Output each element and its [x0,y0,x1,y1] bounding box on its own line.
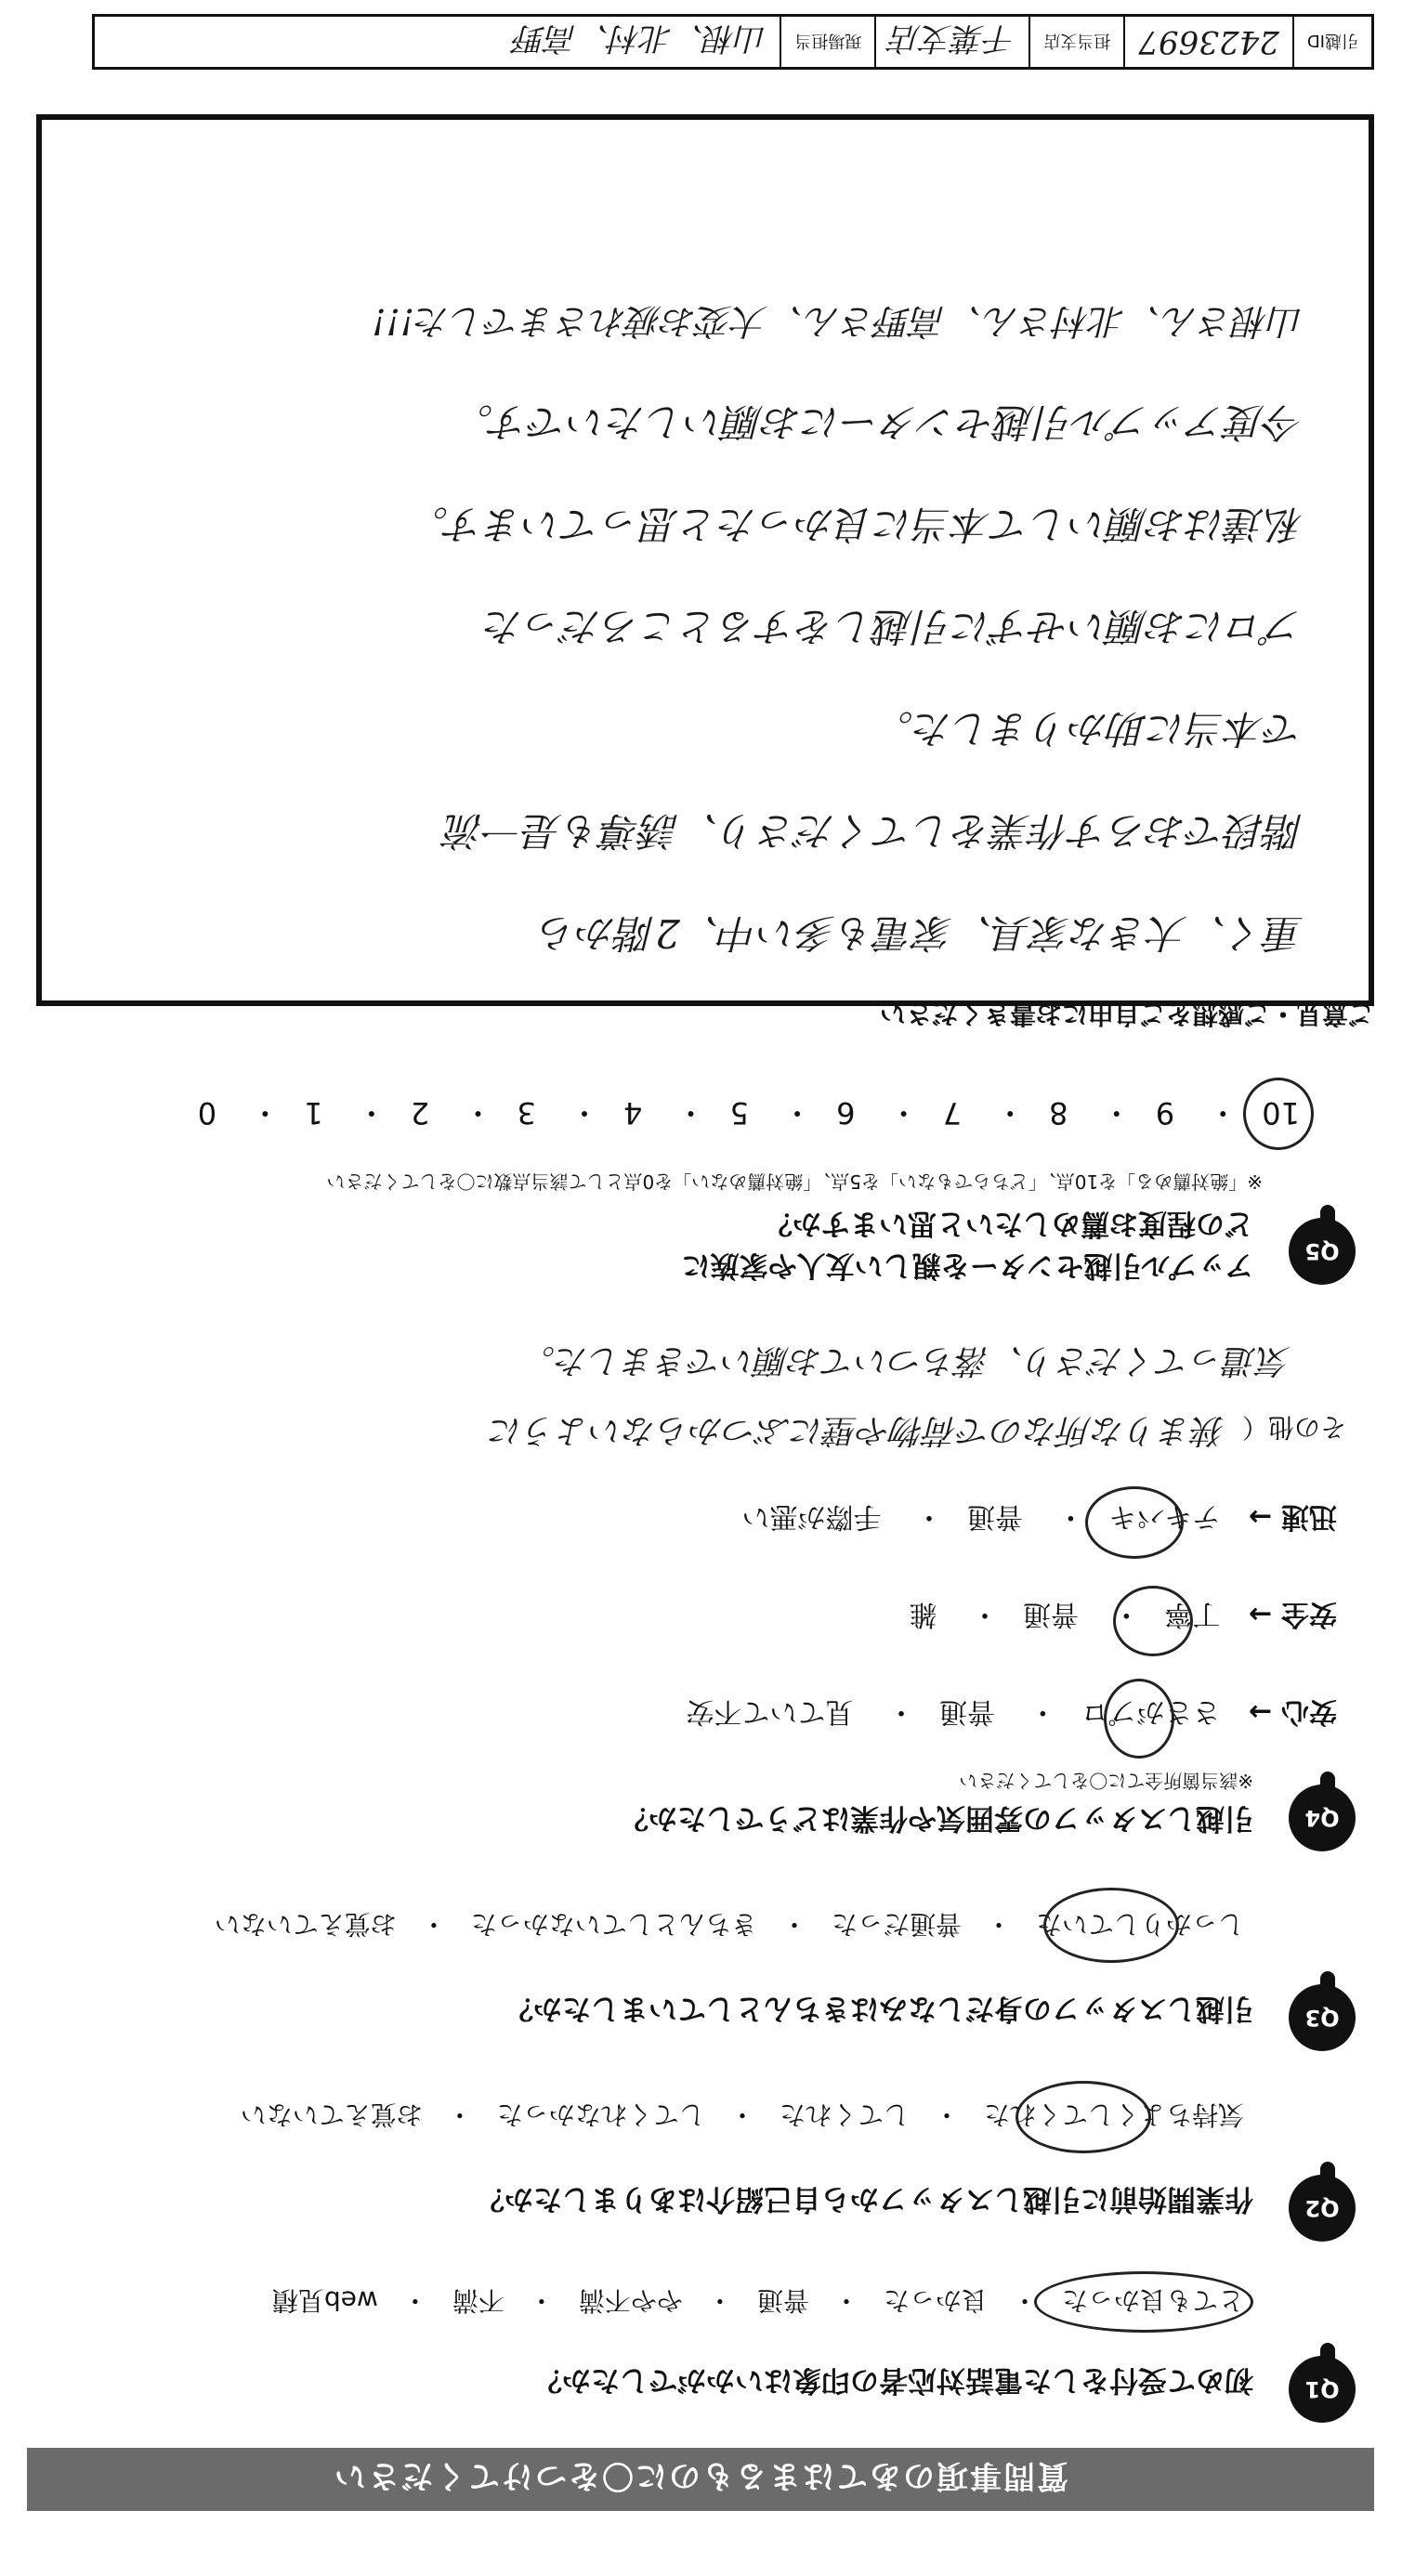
comment-box [36,114,1374,1006]
q4-anshin-circle [1104,1679,1174,1759]
score-5[interactable]: 5 [729,1095,749,1131]
q1-option[interactable]: とても良かった [1061,2285,1244,2316]
q5-badge: Q5 [1289,1218,1356,1285]
score-10[interactable]: 10 [1262,1095,1300,1131]
staff-label: 現場担当 [780,17,874,67]
comment-line: 山根さん、北村さん、高野さん、大変お疲れさまでした!!! [372,301,1304,342]
comment-line: 今度アップル引越センターにお願いしたいです。 [453,399,1304,445]
q5-text-2: どの程度お薦めしたいと思いますか？ [764,1207,1253,1240]
q5-selected-circle [1243,1078,1314,1150]
q2-option[interactable]: 気持ちよくしてくれた [983,2099,1244,2130]
q4-option[interactable]: 普通 [938,1695,995,1728]
q3-selected-circle [1043,1888,1179,1963]
footer-table [92,14,1374,70]
q1-option[interactable]: 良かった [883,2285,988,2316]
id-value: 2423697 [1123,17,1291,67]
q4-option[interactable]: 雑 [909,1598,937,1630]
q3-option[interactable]: 普通だった [831,1909,962,1940]
q5-text-1: アップル引越センターを親しい友人や家族に [681,1249,1253,1282]
q3-badge: Q3 [1289,1984,1356,2051]
q4-other-text-2: 気遣ってくださり、落ちついてお願いできました。 [521,1341,1291,1380]
q4-note: ※該当箇所全てに〇をしてください [959,1770,1253,1792]
id-label: 引越ID [1292,17,1371,67]
score-1[interactable]: 1 [304,1095,323,1131]
comment-line: 階段でおろす作業をしてくださり、誘導も是一流 [444,808,1304,854]
q4-other-text-1: 狭まりな所なので荷物や壁にぶつからないように [489,1411,1225,1449]
q4-text: 引越しスタッフの雰囲気や作業はどうでしたか？ [620,1801,1253,1835]
q1-option[interactable]: web見積 [271,2285,378,2316]
q4-jinsoku-circle [1085,1486,1184,1559]
q1-option[interactable]: やや不満 [578,2285,683,2316]
score-7[interactable]: 7 [942,1095,962,1131]
q4-anzen-circle [1113,1586,1193,1656]
comment-line: 私達はお願いして本当に良かったと思っています。 [409,502,1304,547]
q1-option[interactable]: 普通 [756,2285,809,2316]
comment-line: 重く、大きな家具、家電も多い中、2階から [538,910,1304,956]
branch-label: 担当支店 [1029,17,1123,67]
q3-option[interactable]: きちんとしていなかった [470,1909,757,1940]
q1-badge: Q1 [1289,2356,1356,2423]
q4-option[interactable]: ささがプロ [1081,1695,1221,1728]
instruction-banner: 質問事項のあてはまるものに〇をつけてください [27,2448,1374,2511]
q4-row-jinsoku: 迅速→ テキパキ・ 普通・ 手際が悪い [741,1500,1337,1533]
q1-options: とても良かった ・ 良かった ・ 普通 ・ やや不満 ・ 不満 ・ web見積 [272,2283,1244,2321]
q2-option[interactable]: お覚えていない [240,2099,423,2130]
score-0[interactable]: 0 [197,1095,217,1131]
score-4[interactable]: 4 [623,1095,643,1131]
q5-note: ※「絶対薦める」を10点、「どちらでもない」を5点、「絶対薦めない」を0点として該当点数に〇をしてください [326,1170,1263,1193]
score-2[interactable]: 2 [410,1095,430,1131]
q4-option[interactable]: 普通 [966,1500,1023,1533]
q3-option[interactable]: しっかりしていた [1035,1909,1244,1940]
score-9[interactable]: 9 [1155,1095,1175,1131]
q2-option[interactable]: してくれなかった [496,2099,705,2130]
comment-line: で本当に助かりました。 [873,706,1304,752]
score-8[interactable]: 8 [1049,1095,1068,1131]
comment-line: プロにお願いせずに引越しをするところだった [483,604,1304,649]
q2-option[interactable]: してくれた [779,2099,910,2130]
q4-option[interactable]: 丁寧 [1164,1598,1221,1630]
q2-text: 作業開始前に引越しスタッフから自己紹介はありましたか？ [476,2182,1253,2216]
staff-value: 山根、北村、高野 [514,20,767,58]
q4-row-anshin: 安心→ ささがプロ・ 普通・ 見ていて不安 [686,1695,1337,1728]
q3-text: 引越しスタッフの身だしなみはきちんとしていましたか？ [504,1992,1253,2025]
q4-row-anzen: 安全→ 丁寧・ 普通・ 雑 [909,1598,1337,1630]
q2-badge: Q2 [1289,2175,1356,2242]
q4-option[interactable]: 見ていて不安 [686,1695,854,1728]
q1-selected-circle [1034,2271,1253,2333]
q1-text: 初めて受付をした電話対応者の印象はいかがでしたか？ [533,2363,1253,2397]
score-3[interactable]: 3 [517,1095,536,1131]
comment-title: ご意見・ご感想をご自由にお書きください [879,999,1374,1029]
q1-option[interactable]: 不満 [452,2285,504,2316]
q2-options: 気持ちよくしてくれた ・ してくれた ・ してくれなかった ・ お覚えていない [241,2098,1244,2135]
q2-selected-circle [1015,2081,1151,2153]
q4-option[interactable]: 手際が悪い [741,1500,882,1533]
q3-option[interactable]: お覚えていない [214,1909,397,1940]
q5-scale: 10・ 9・ 8・ 7・ 6・ 5・ 4・ 3・ 2・ 1・ 0 [197,1095,1300,1131]
q4-option[interactable]: テキパキ [1108,1500,1221,1533]
q3-options: しっかりしていた ・ 普通だった ・ きちんとしていなかった ・ お覚えていない [215,1907,1244,1944]
branch-value: 千葉支店 [874,17,1029,67]
score-6[interactable]: 6 [836,1095,856,1131]
q4-badge: Q4 [1289,1785,1356,1851]
q4-option[interactable]: 普通 [1022,1598,1079,1630]
q4-other-label: その他（ [1241,1412,1346,1443]
